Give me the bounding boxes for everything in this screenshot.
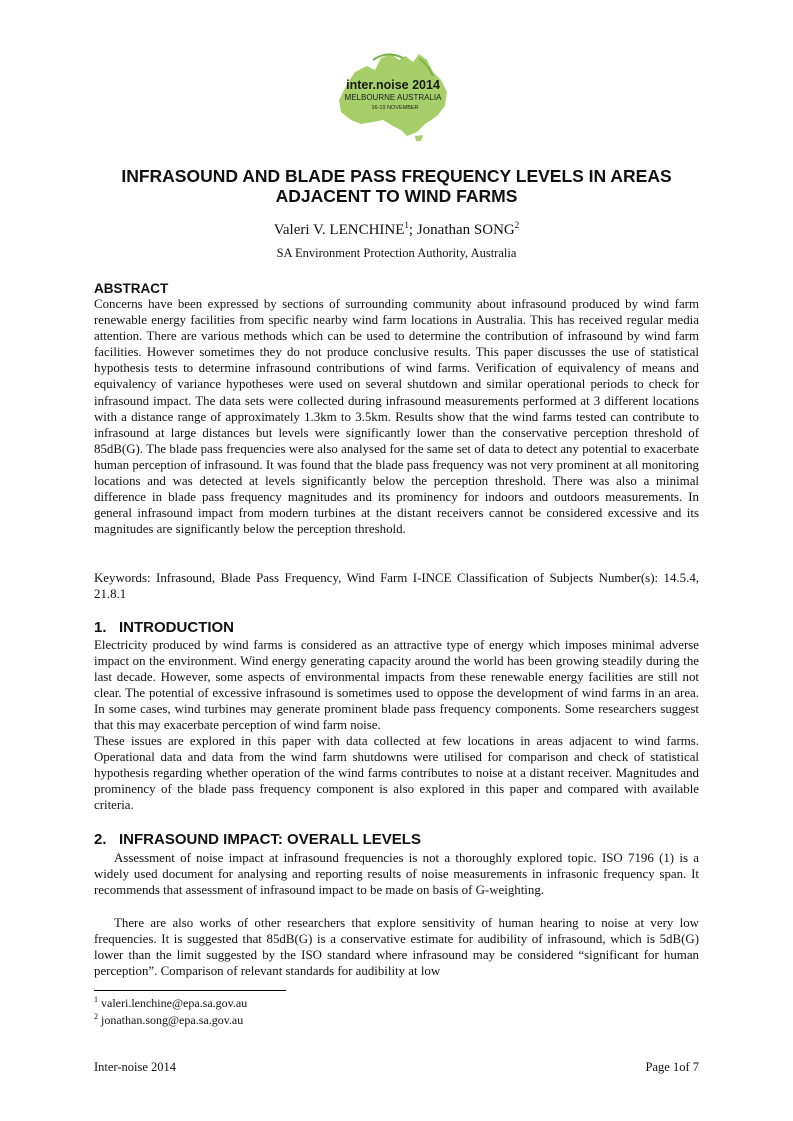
australia-map-logo — [333, 50, 453, 142]
logo-name: inter.noise 2014 — [346, 78, 440, 92]
footnote-1-mark: 1 — [94, 995, 98, 1004]
conference-logo — [333, 50, 453, 142]
abstract-text: Concerns have been expressed by sections of surrounding community about infrasound produced by wind farm renewable energy facilities from specific nearby wind farm locations in Australia. This has received regular media attention. There are various methods which can be used to determine the contribution of infrasound by wind farm facilities. However sometimes they do not produce conclusive results. This paper discusses the use of statistical hypothesis tests to determine infrasound contributions of wind farms. Verification of equivalency of means and equivalency of variance hypotheses were used on several shutdown and similar operational periods to check for infrasound impact. The data sets were collected during infrasound measurements performed at 3 different locations with a distance range of approximately 1.3km to 3.5km. Results show that the wind farms tested can contribute to infrasound at large distances but levels were significantly lower than the conservative perception threshold of 85dB(G). The blade pass frequencies were also analysed for the same set of data to detect any potential to exacerbate human perception of infrasound. It was found that the blade pass frequency was not very prominent at all monitoring locations and was detected at levels significantly below the perception threshold. There was also a minimal difference in blade pass frequency magnitudes and its prominency for indoors and outdoors measurements. In general infrasound impact from modern turbines at the distant receivers cannot be considered excessive and its magnitudes are significantly below the perception threshold. — [94, 297, 699, 537]
logo-location: MELBOURNE AUSTRALIA — [344, 93, 442, 102]
section-1-paragraph-1: Electricity produced by wind farms is considered as an attractive type of energy which imposes minimal adverse impact on the environment. Wind energy generating capacity around the world has been growing steadily during the last decade. However, some aspects of environmental impacts from these renewable energy facilities are still not clear. The potential of excessive infrasound is sometimes used to oppose the development of wind farms in an area. In some cases, wind turbines may generate prominent blade pass frequency components. Some researchers suggest that this may exacerbate perception of wind farm noise. — [94, 638, 699, 733]
footnote-divider — [94, 990, 286, 991]
logo-dates: 16-19 NOVEMBER — [371, 105, 419, 111]
section-1-paragraph-2: These issues are explored in this paper with data collected at few locations in areas adjacent to wind farms. Operational data and data from the wind farm shutdowns were utilised for comparison and check of statistical hypothesis regarding whether operation of the wind farms contributes to noise at a distant receiver. Magnitudes and prominency of the blade pass frequency component is also explored in this paper and compared with available criteria. — [94, 734, 699, 813]
section-1-heading: 1. INTRODUCTION — [94, 619, 235, 636]
author-2: Jonathan SONG — [416, 222, 515, 238]
footer-conference: Inter-noise 2014 — [94, 1060, 177, 1074]
footnote-2 — [94, 1012, 243, 1028]
footer-page-number: Page 1of 7 — [645, 1060, 699, 1074]
footnote-1 — [94, 995, 247, 1011]
section-2-paragraph-1: Assessment of noise impact at infrasound frequencies is not a thoroughly explored topic. ISO 7196 (1) is a widely used document for analysing and reporting results of noise measurements in infrasonic frequency span. It recommends that assessment of infrasound impact to be made on basis of G-weighting. — [94, 851, 699, 898]
tasmania-shape — [415, 135, 423, 141]
paper-title: INFRASOUND AND BLADE PASS FREQUENCY LEVELS IN AREAS ADJACENT TO WIND FARMS — [121, 166, 672, 206]
section-2-heading: 2. INFRASOUND IMPACT: OVERALL LEVELS — [94, 831, 421, 848]
footnote-2-mark: 2 — [94, 1012, 98, 1021]
affiliation: SA Environment Protection Authority, Australia — [276, 246, 517, 260]
keywords: Keywords: Infrasound, Blade Pass Frequency, Wind Farm I-INCE Classification of Subjects Number(s): 14.5.4, 21.8.1 — [94, 571, 699, 602]
section-2-paragraph-2: There are also works of other researchers that explore sensitivity of human hearing to noise at very low frequencies. It is suggested that 85dB(G) is a conservative estimate for audibility of infrasound, which is 5dB(G) lower than the limit suggested by the ISO standard where infrasound may be considered “significant for human perception”. Comparison of relevant standards for audibility at low — [94, 916, 699, 979]
abstract-heading: ABSTRACT — [94, 281, 169, 296]
footnote-1-email: valeri.lenchine@epa.sa.gov.au — [98, 996, 248, 1010]
author-1: Valeri V. LENCHINE — [273, 222, 405, 238]
footnote-2-email: jonathan.song@epa.sa.gov.au — [98, 1013, 244, 1027]
author-separator: ; — [408, 222, 417, 238]
author-2-footnote-mark: 2 — [514, 220, 520, 230]
author-1-footnote-mark: 1 — [404, 220, 409, 230]
author-line — [90, 220, 703, 239]
